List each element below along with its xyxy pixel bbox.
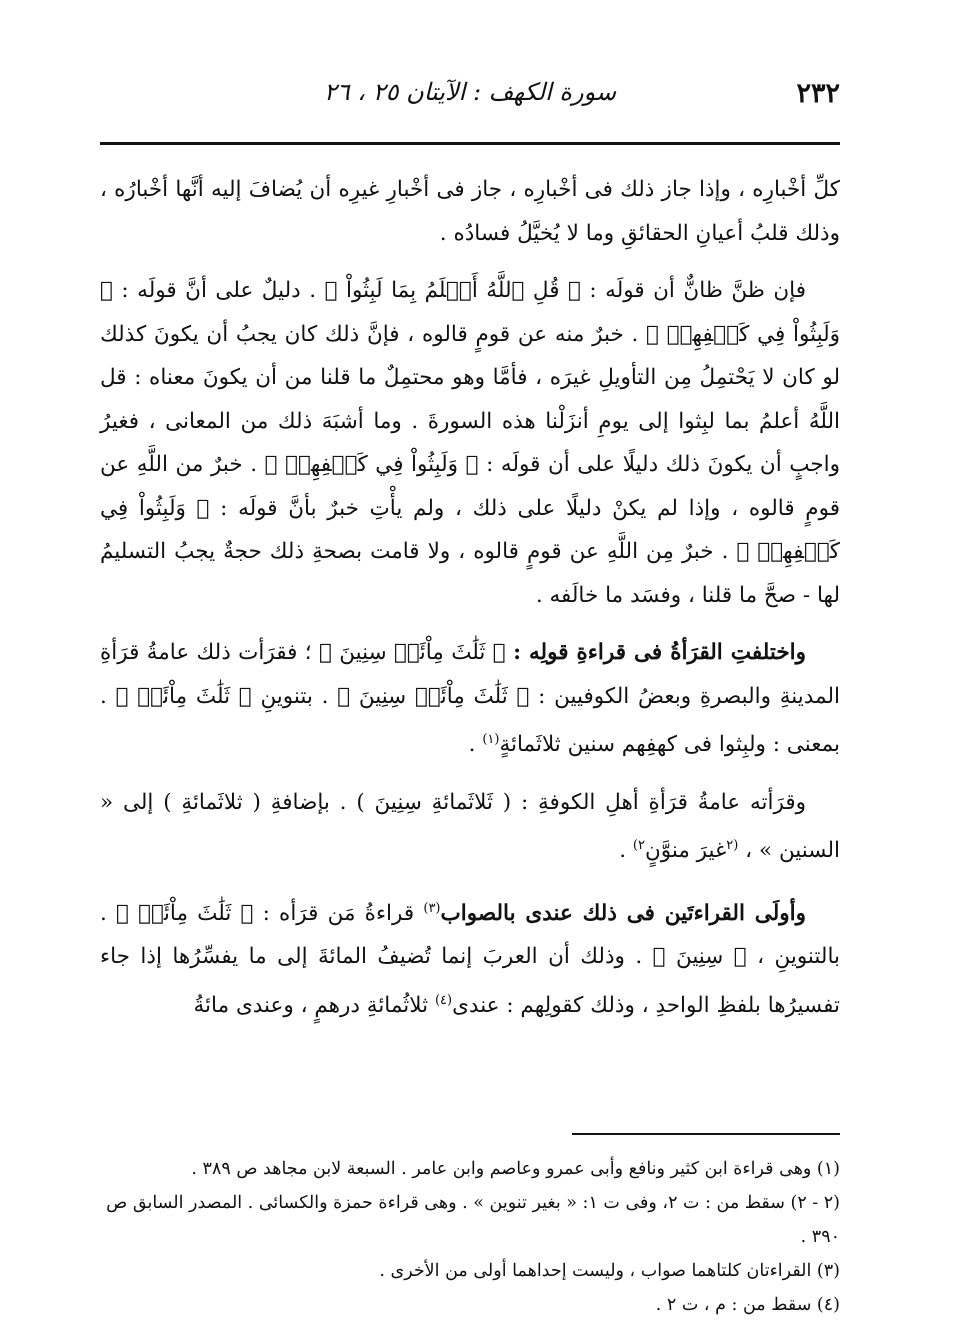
- preferred-end: ثلاثُمائةِ درهمٍ ، وعندى مائةُ: [193, 993, 435, 1019]
- footnote-mark-2-open[interactable]: (٢: [726, 838, 739, 854]
- book-page: [100, 60, 840, 1315]
- footnote-4: (٤) سقط من : م ، ت ٢ .: [655, 1295, 840, 1315]
- footnote-mark-3[interactable]: (٣): [423, 900, 441, 916]
- paragraph-readings: [100, 631, 840, 767]
- kufa-inner: غيرَ منوَّنٍ: [644, 838, 727, 864]
- readings-end: .: [468, 732, 483, 758]
- readings-lead: واختلفتِ القرَأةُ فى قراءةِ قولِه :: [513, 640, 806, 665]
- kufa-text: وقرَأته عامةُ قرَأةِ أهلِ الكوفةِ : ( ثَلاثَمائةِ سِنِينَ ) . بإضافةِ ( ثلاثَمائةِ ) إلى « السنين » ،: [100, 789, 840, 864]
- page-header: [100, 60, 840, 120]
- footnote-rule: [572, 1133, 840, 1135]
- paragraph-continuation: كلِّ أخْبارِه ، وإذا جاز ذلك فى أخْبارِه ، جاز فى أخْبارِ غيرِه أن يُضافَ إليه أنَّها أخْبارُه ، وذلك قلبُ أعيانِ الحقائقِ وما لا يُخيَّلُ فسادُه .: [100, 177, 840, 246]
- paragraph-preferred: [100, 887, 840, 1028]
- footnote-3: (٣) القراءتان كلتاهما صواب ، وليست إحداهما أولى من الأخرى .: [379, 1261, 840, 1281]
- header-rule: [100, 142, 840, 145]
- footnote-1: (١) وهى قراءة ابن كثير ونافع وأبى عمرو وعاصم وابن عامر . السبعة لابن مجاهد ص ٣٨٩ .: [191, 1159, 840, 1179]
- paragraph-argument: فإن ظنَّ ظانٌّ أن قولَه : ﴿ قُلِ ٱللَّهُ أَعۡلَمُ بِمَا لَبِثُواْ ﴾ . دليلٌ على أنَّ قولَه : ﴿ وَلَبِثُواْ فِي كَهۡفِهِمۡ ﴾ . خبرٌ منه عن قومٍ قالوه ، فإنَّ ذلك كان يجبُ أن يكونَ كذلك لو كان لا يَحْتمِلُ مِن التأويلِ غيرَه ، فأمَّا وهو محتمِلٌ ما قلنا من أن يكونَ معناه : قل اللَّهُ أعلمُ بما لبِثوا إلى يومِ أنزَلْنا هذه السورةَ . وما أشبَهَ ذلك من المعانى ، فغيرُ واجبٍ أن يكونَ ذلك دليلًا على أن قولَه : ﴿ وَلَبِثُواْ فِي كَهۡفِهِمۡ ﴾ . خبرٌ من اللَّهِ عن قومٍ قالوه ، وإذا لم يكنْ دليلًا على ذلك ، ولم يأْتِ خبرٌ بأنَّ قولَه : ﴿ وَلَبِثُواْ فِي كَهۡفِهِمۡ ﴾ . خبرٌ مِن اللَّهِ عن قومٍ قالوه ، ولا قامت بصحةِ ذلك حجةٌ يجبُ التسليمُ لها - صحَّ ما قلنا ، وفسَد ما خالَفه .: [100, 278, 840, 608]
- footnote-2: (٢ - ٢) سقط من : ت ٢، وفى ت ١: « بغير تنوين » . وهى قراءة حمزة والكسائى . المصدر السابق ص ٣٩٠ .: [106, 1193, 840, 1247]
- footnote-mark-2-close[interactable]: ٢): [632, 838, 645, 854]
- page-number: ٢٣٢: [796, 78, 840, 109]
- footnote-mark-4[interactable]: (٤): [434, 992, 453, 1008]
- preferred-text: قراءةُ مَن قرَأه : ﴿ ثَلَٰثَ مِاْئَةٖ ﴾ . بالتنوينِ ، ﴿ سِنِينَ ﴾ . وذلك أن العربَ إنما تُضيفُ المائةَ إلى ما يفسِّرُها إذا جاء تفسيرُها بلفظِ الواحدِ ، وذلك كقولِهم : عندى: [100, 900, 840, 1019]
- paragraph-kufa: [100, 781, 840, 873]
- body-text: [100, 168, 840, 1042]
- footnotes: [100, 1152, 840, 1322]
- footnote-mark-1[interactable]: (١): [482, 732, 500, 747]
- running-title: سورة الكهف : الآيتان ٢٥ ، ٢٦: [323, 78, 617, 106]
- preferred-lead: وأولَى القراءتَين فى ذلك عندى بالصواب: [440, 900, 806, 926]
- readings-text: ﴿ ثَلَٰثَ مِاْئَةٖ سِنِينَ ﴾ ؛ فقرَأت ذلك عامةُ قرَأةِ المدينةِ والبصرةِ وبعضُ الكوفيين : ﴿ ثَلَٰثَ مِاْئَةٖ سِنِينَ ﴾ . بتنوينِ ﴿ ثَلَٰثَ مِاْئَةٖ ﴾ . بمعنى : ولبِثوا فى كهفِهم سنين ثلاثَمائةٍ: [100, 640, 840, 758]
- kufa-end: .: [619, 838, 633, 864]
